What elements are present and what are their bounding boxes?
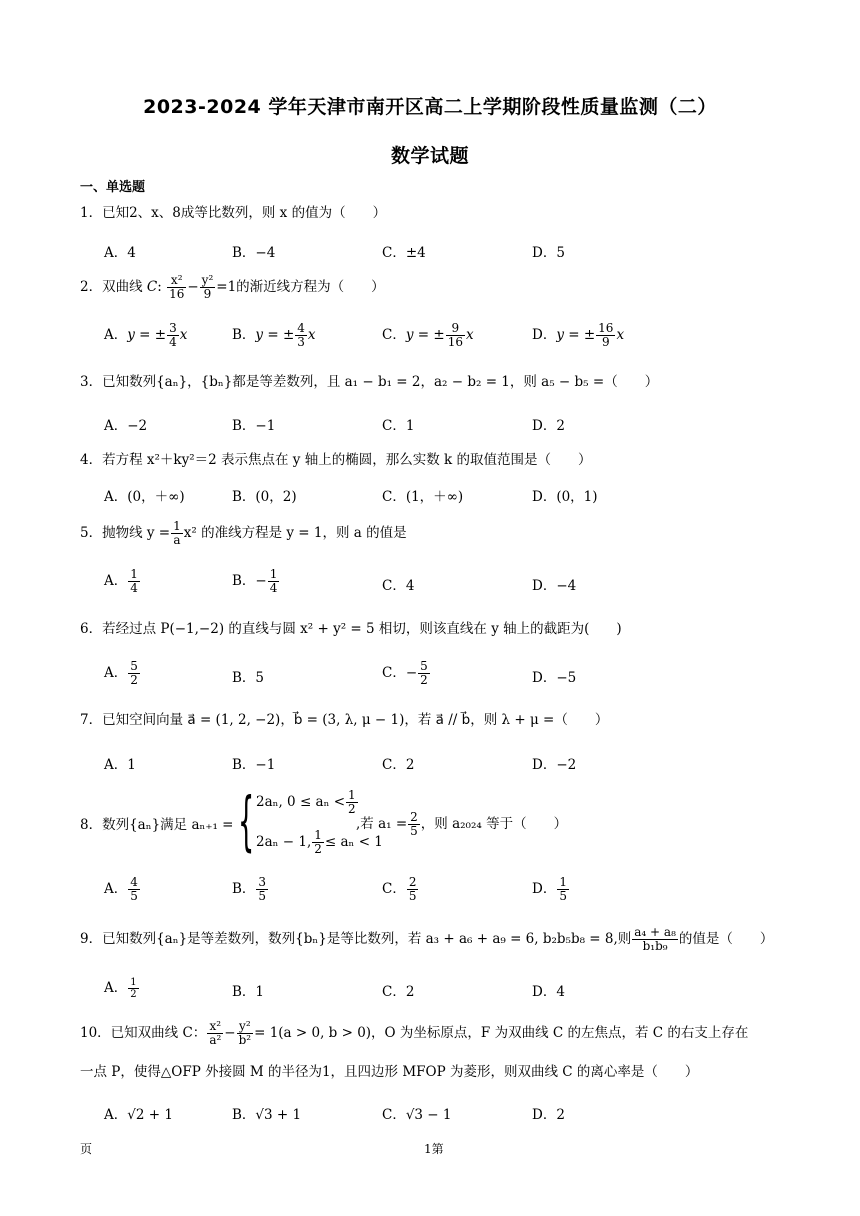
option-a: A． $\frac{4}{5}$ — [104, 875, 138, 903]
question-stem: 2．双曲线 — [80, 279, 143, 295]
question-10: 10．已知双曲线 C： $\frac{\text{x²}}{\text{a²}}$ − $\frac{\text{y²}}{\text{b²}}$ = 1(a > 0, b > 0)，O 为坐标原点，F 为双曲线 C 的左焦点，若 C 的右支上存在 — [80, 1019, 749, 1047]
option-c: C．− $\frac{5}{2}$ — [382, 659, 428, 687]
option-b: B．− $\frac{1}{4}$ — [232, 567, 278, 595]
page-subtitle: 数学试题 — [390, 145, 469, 167]
option-c: C．y = ± $\frac{9}{16}$ x — [382, 321, 474, 349]
option-a: A． $\frac{1}{2}$ — [104, 977, 137, 1000]
option-c: C．(1，＋∞) — [382, 489, 464, 505]
fraction: $\frac{\text{y²}}{9}$ — [201, 273, 214, 301]
brace: { — [238, 785, 255, 859]
option-d: D．−4 — [532, 578, 577, 594]
option-a: A．y = ± $\frac{3}{4}$ x — [104, 321, 188, 349]
footer-left: 页 — [80, 1142, 93, 1156]
question-stem: 8．数列{aₙ}满足 aₙ₊₁ = — [80, 817, 234, 833]
fraction: $\frac{\text{x²}}{\text{a²}}$ — [209, 1019, 222, 1047]
option-a: A．4 — [104, 245, 136, 261]
option-b: B．1 — [232, 984, 265, 1000]
option-a: A．√2 + 1 — [104, 1107, 173, 1123]
fraction: $\frac{\text{a₄ + a₈}}{\text{b₁b₉}}$ — [634, 925, 676, 953]
fraction: $\frac{\text{y²}}{\text{b²}}$ — [238, 1019, 252, 1047]
section-heading: 一、单选题 — [80, 180, 146, 195]
page-title: 2023-2024 学年天津市南开区高二上学期阶段性质量监测（二） — [143, 96, 717, 118]
variable: C — [146, 279, 158, 295]
question-3: 3．已知数列{aₙ}，{bₙ}都是等差数列，且 a₁ − b₁ = 2，a₂ − b₂ = 1，则 a₅ − b₅ =（ ） — [80, 374, 659, 390]
option-c: C．±4 — [382, 245, 426, 261]
option-d: D．5 — [532, 245, 565, 261]
fraction: $\frac{\text{x²}}{16}$ — [169, 273, 185, 301]
option-d: D．4 — [532, 984, 565, 1000]
option-d: D．y = ± $\frac{16}{9}$ x — [532, 321, 625, 349]
option-d: D．(0，1) — [532, 489, 598, 505]
fraction: $\frac{1}{a}$ — [173, 519, 181, 547]
case-2: 2aₙ − 1, $\frac{1}{2}$ ≤ aₙ < 1 — [256, 828, 383, 856]
question-1 — [80, 203, 800, 223]
option-a: A．(0，＋∞) — [104, 489, 185, 505]
option-b: B．√3 + 1 — [232, 1107, 302, 1123]
option-a: A．1 — [104, 757, 136, 773]
option-b: B． $\frac{3}{5}$ — [232, 875, 267, 903]
option-c: C．2 — [382, 757, 415, 773]
option-d: D．−2 — [532, 757, 577, 773]
question-5: 5．抛物线 y = $\frac{1}{a}$ x² 的准线方程是 y = 1，则 a 的值是 — [80, 519, 407, 547]
question-stem: 2、x、8 — [129, 205, 181, 221]
option-c: C．4 — [382, 578, 415, 594]
option-c: C．√3 − 1 — [382, 1107, 452, 1123]
option-b: B．−1 — [232, 418, 276, 434]
option-d: D．2 — [532, 418, 565, 434]
question-7: 7．已知空间向量 a⃗ = (1, 2, −2)，b⃗ = (3, λ, μ − 1)，若 a⃗ // b⃗，则 λ + μ =（ ） — [80, 712, 609, 728]
option-a: A． $\frac{5}{2}$ — [104, 659, 138, 687]
option-b: B．−4 — [232, 245, 276, 261]
option-a: A． $\frac{1}{4}$ — [104, 567, 138, 595]
question-8 — [80, 785, 800, 865]
question-4: 4．若方程 x²＋ky²＝2 表示焦点在 y 轴上的椭圆，那么实数 k 的取值范围是（ ） — [80, 452, 592, 468]
option-d: D．−5 — [532, 670, 577, 686]
question-stem: 1．已知 — [80, 205, 130, 221]
question-6: 6．若经过点 P(−1,−2) 的直线与圆 x² + y² = 5 相切，则该直线在 y 轴上的截距为( ) — [80, 621, 622, 637]
option-c: C．2 — [382, 984, 415, 1000]
option-b: B．(0，2) — [232, 489, 297, 505]
question-2: 2．双曲线 C: $\frac{\text{x²}}{16}$ − $\frac{\text{y²}}{9}$ =1的渐近线方程为（ ） — [80, 273, 385, 301]
option-a: A．−2 — [104, 418, 148, 434]
page-number: 1第 — [424, 1142, 444, 1156]
option-b: B．y = ± $\frac{4}{3}$ x — [232, 321, 316, 349]
question-9: 9．已知数列{aₙ}是等差数列，数列{bₙ}是等比数列，若 a₃ + a₆ + a₉ = 6, b₂b₅b₈ = 8,则 $\frac{\text{a₄ + a₈}}{\text{b₁b₉}}$ 的值是（ ） — [80, 925, 774, 953]
option-d: D．2 — [532, 1107, 565, 1123]
question-stem: ,若 a₁ = $\frac{2}{5}$ ，则 a₂₀₂₄ 等于（ ） — [356, 810, 568, 838]
question-stem: =1的渐近线方程为（ ） — [216, 279, 385, 295]
question-stem: 成等比数列，则 x 的值为（ ） — [180, 205, 387, 221]
case-1: 2aₙ, 0 ≤ aₙ < $\frac{1}{2}$ — [256, 788, 356, 816]
option-b: B．5 — [232, 670, 265, 686]
option-b: B．−1 — [232, 757, 276, 773]
option-c: C．1 — [382, 418, 415, 434]
option-c: C． $\frac{2}{5}$ — [382, 875, 417, 903]
question-10-continued: 一点 P，使得△OFP 外接圆 M 的半径为1，且四边形 MFOP 为菱形，则双曲线 C 的离心率是（ ） — [80, 1064, 699, 1080]
option-d: D． $\frac{1}{5}$ — [532, 875, 567, 903]
